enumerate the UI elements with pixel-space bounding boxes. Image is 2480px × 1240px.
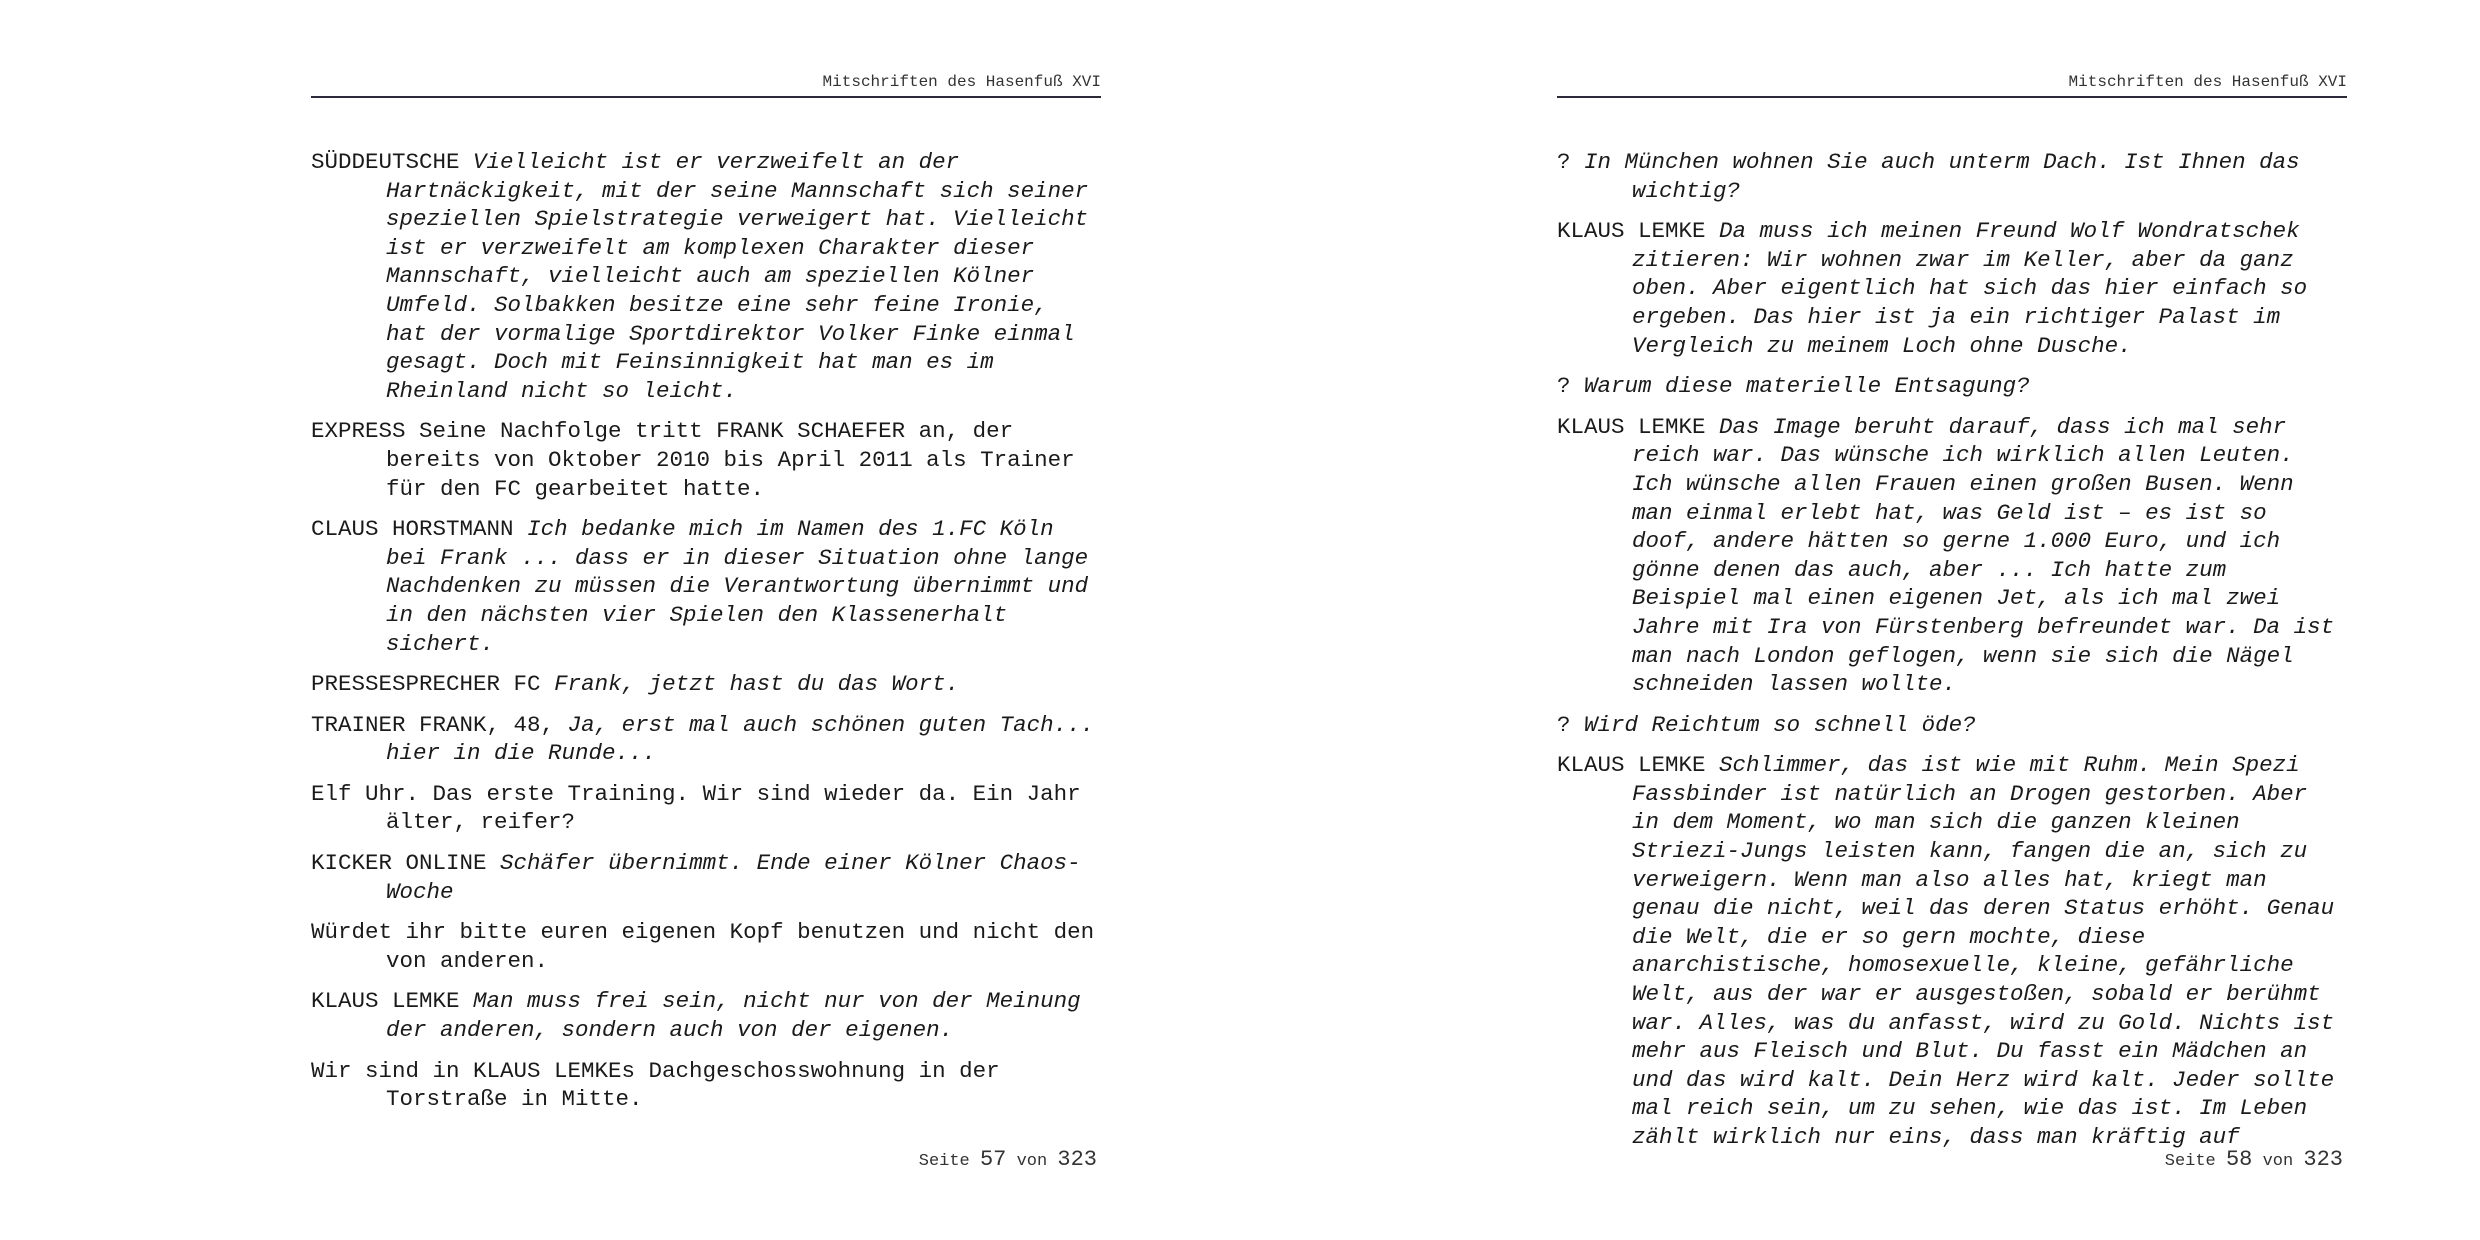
right-page <box>1557 0 2347 1240</box>
page-content <box>1557 148 2347 1164</box>
paragraph <box>311 148 1101 405</box>
page-number-prefix: Seite <box>918 1152 970 1171</box>
paragraph-text: Würdet ihr bitte euren eigenen Kopf benutzen und nicht den von anderen. <box>311 919 1095 974</box>
header-rule <box>1557 96 2347 98</box>
paragraph <box>311 711 1101 768</box>
page-number-current: 58 <box>2225 1147 2253 1172</box>
paragraph <box>1557 413 2347 699</box>
speaker-label: SÜDDEUTSCHE <box>311 149 460 175</box>
paragraph-text: Seine Nachfolge tritt FRANK SCHAEFER an, der bereits von Oktober 2010 bis April 2011 als Trainer für den FC gearbeitet hatte. <box>386 418 1075 502</box>
paragraph-text: Wir sind in KLAUS LEMKEs Dachgeschosswohnung in der Torstraße in Mitte. <box>311 1057 1000 1113</box>
paragraph-text: Da muss ich meinen Freund Wolf Wondratschek zitieren: Wir wohnen zwar im Keller, aber da ganz oben. Aber eigentlich hat sich das hier einfach so ergeben. Das hier ist ja ein richtiger Palast im Vergleich zu meinem Loch ohne Dusche. <box>1632 218 2308 359</box>
paragraph <box>311 849 1101 906</box>
paragraph <box>311 1057 1101 1114</box>
header-rule <box>311 96 1101 98</box>
page-number-separator: von <box>2262 1152 2294 1171</box>
paragraph <box>311 515 1101 658</box>
paragraph <box>311 780 1101 837</box>
paragraph <box>1557 751 2347 1151</box>
paragraph-text: Man muss frei sein, nicht nur von der Meinung der anderen, sondern auch von der eigenen. <box>386 988 1081 1044</box>
page-number-current: 57 <box>979 1147 1007 1172</box>
speaker-label: KLAUS LEMKE <box>311 988 460 1015</box>
page-number-separator: von <box>1016 1152 1048 1171</box>
paragraph <box>311 918 1101 975</box>
paragraph <box>311 987 1101 1044</box>
paragraph-text: Wird Reichtum so schnell öde? <box>1584 711 1976 738</box>
paragraph-text: Vielleicht ist er verzweifelt an der Hartnäckigkeit, mit der seine Mannschaft sich seiner speziellen Spielstrategie verweigert hat. Vielleicht ist er verzweifelt am komplexen Charakter dieser Mannschaft, vielleicht auch am speziellen Kölner Umfeld. Solbakken besitze eine sehr feine Ironie, hat der vormalige Sportdirektor Volker Finke einmal gesagt. Doch mit Feinsinnigkeit hat man es im Rheinland nicht so leicht. <box>386 149 1089 404</box>
page-number-total: 323 <box>2303 1147 2343 1172</box>
paragraph-text: Warum diese materielle Entsagung? <box>1584 373 2030 400</box>
paragraph <box>311 417 1101 503</box>
paragraph <box>1557 148 2347 205</box>
paragraph-text: Elf Uhr. Das erste Training. Wir sind wieder da. Ein Jahr älter, reifer? <box>311 780 1081 836</box>
speaker-label: ? <box>1557 373 1571 400</box>
left-page <box>311 0 1101 1240</box>
running-header: Mitschriften des Hasenfuß XVI <box>2068 73 2347 91</box>
paragraph-text: Ich bedanke mich im Namen des 1.FC Köln bei Frank ... dass er in dieser Situation ohne lange Nachdenken zu müssen die Verantwortung übernimmt und in den nächsten vier Spielen den Klassenerhalt sichert. <box>386 516 1089 657</box>
speaker-label: ? <box>1557 711 1571 738</box>
speaker-label: KICKER ONLINE <box>311 850 487 877</box>
page-number <box>311 1146 1097 1176</box>
speaker-label: CLAUS HORSTMANN <box>311 516 514 543</box>
speaker-label: ? <box>1557 149 1571 175</box>
page-number-prefix: Seite <box>2164 1152 2216 1171</box>
speaker-label: TRAINER FRANK, 48, <box>311 711 555 738</box>
paragraph-text: Das Image beruht darauf, dass ich mal sehr reich war. Das wünsche ich wirklich allen Leuten. Ich wünsche allen Frauen einen großen Busen. Wenn man einmal erlebt hat, was Geld ist – es ist so doof, andere hätten so gerne 1.000 Euro, und ich gönne denen das auch, aber ... Ich hatte zum Beispiel mal einen eigenen Jet, als ich mal zwei Jahre mit Ira von Fürstenberg befreundet war. Da ist man nach London geflogen, wenn sie sich die Nägel schneiden lassen wollte. <box>1632 413 2335 698</box>
page-number-total: 323 <box>1057 1147 1097 1172</box>
page-content <box>311 148 1101 1126</box>
speaker-label: EXPRESS <box>311 418 406 445</box>
page-number <box>1557 1146 2343 1176</box>
speaker-label: KLAUS LEMKE <box>1557 752 1706 779</box>
paragraph-text: In München wohnen Sie auch unterm Dach. Ist Ihnen das wichtig? <box>1584 149 2300 204</box>
speaker-label: KLAUS LEMKE <box>1557 413 1706 440</box>
paragraph <box>1557 711 2347 740</box>
paragraph <box>1557 372 2347 401</box>
paragraph-text: Frank, jetzt hast du das Wort. <box>554 671 960 698</box>
paragraph <box>1557 217 2347 360</box>
paragraph-text: Ja, erst mal auch schönen guten Tach... hier in die Runde... <box>386 711 1095 767</box>
paragraph-text: Schäfer übernimmt. Ende einer Kölner Chaos-Woche <box>386 850 1081 905</box>
paragraph <box>311 670 1101 699</box>
running-header: Mitschriften des Hasenfuß XVI <box>822 73 1101 91</box>
speaker-label: KLAUS LEMKE <box>1557 218 1706 245</box>
paragraph-text: Schlimmer, das ist wie mit Ruhm. Mein Spezi Fassbinder ist natürlich an Drogen gestorben. Aber in dem Moment, wo man sich die ganzen kleinen Striezi-Jungs leisten kann, fangen die an, sich zu verweigern. Wenn man also alles hat, kriegt man genau die nicht, weil das deren Status erhöht. Genau die Welt, die er so gern mochte, diese anarchistische, homosexuelle, kleine, gefährliche Welt, aus der war er ausgestoßen, sobald er berühmt war. Alles, was du anfasst, wird zu Gold. Nichts ist mehr aus Fleisch und Blut. Du fasst ein Mädchen an und das wird kalt. Dein Herz wird kalt. Jeder sollte mal reich sein, um zu sehen, wie das ist. Im Leben zählt wirklich nur eins, dass man kräftig auf <box>1632 752 2335 1150</box>
speaker-label: PRESSESPRECHER FC <box>311 671 541 698</box>
